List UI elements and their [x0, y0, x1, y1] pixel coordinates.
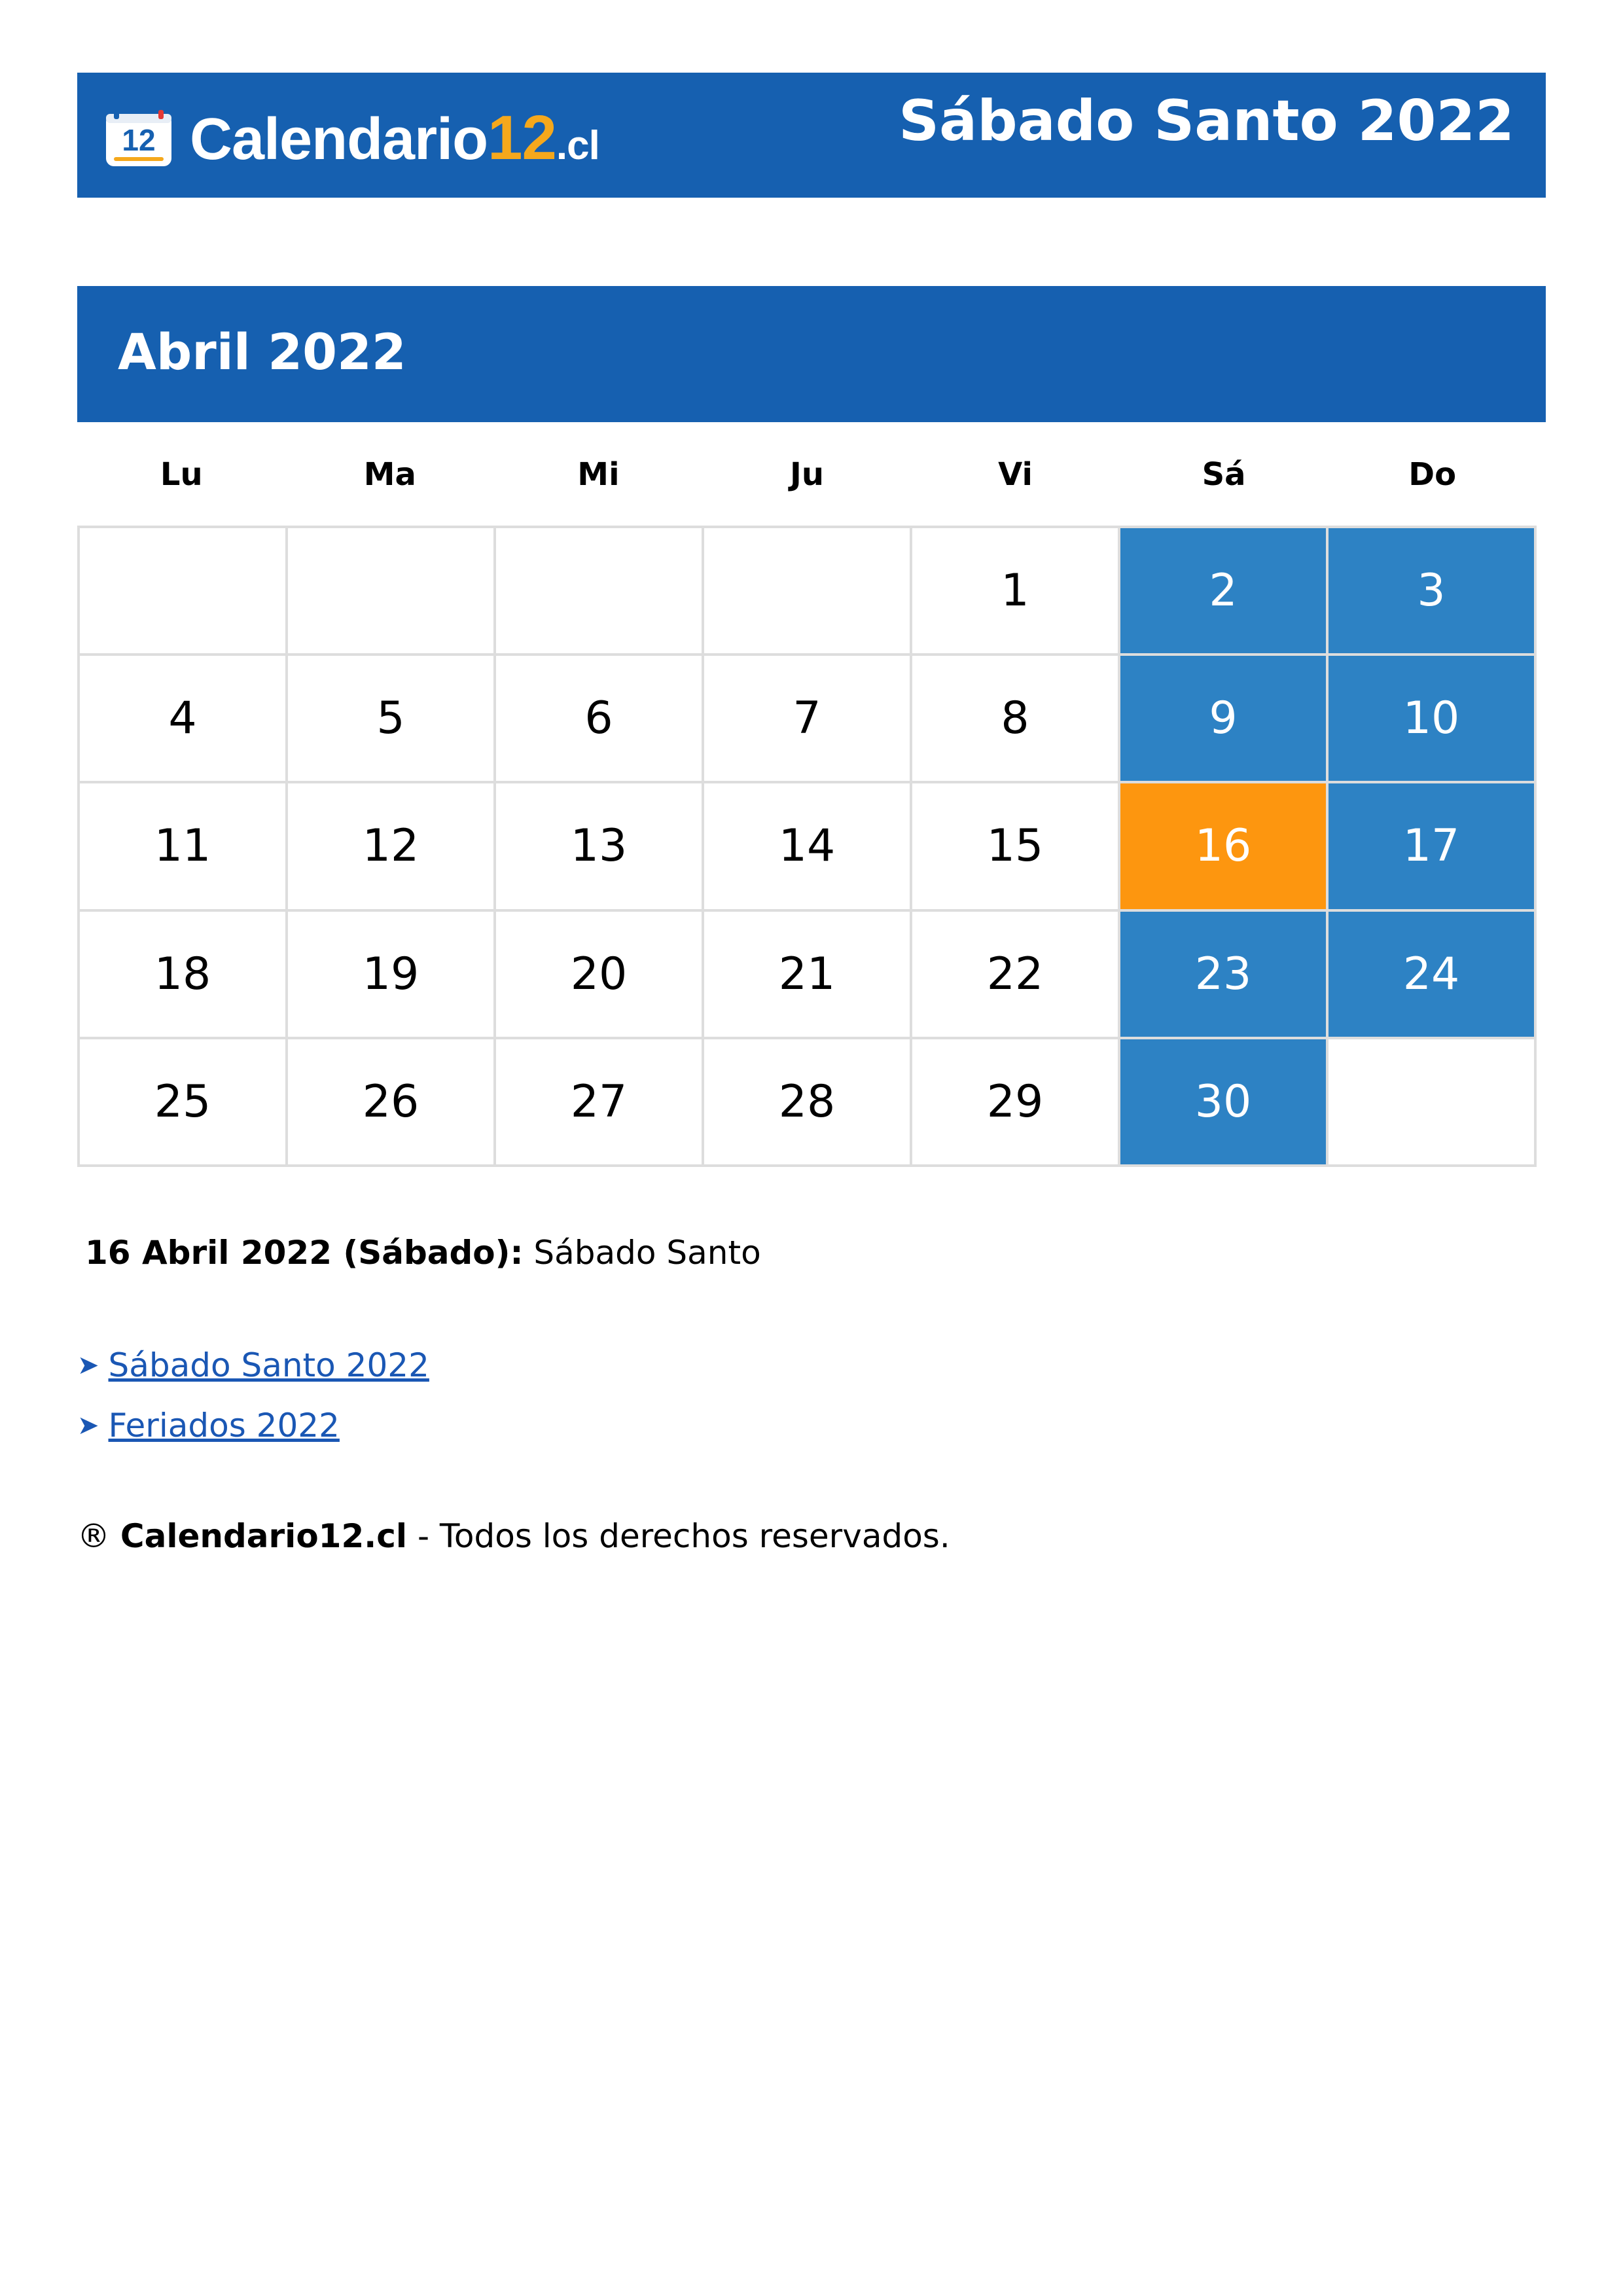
- day-cell-weekend: 17: [1329, 783, 1537, 911]
- site-header: [77, 73, 1546, 198]
- day-cell-empty: [496, 528, 704, 656]
- copyright-footer: [77, 1517, 950, 1555]
- day-cell-weekend: 24: [1329, 912, 1537, 1039]
- day-cell: 21: [704, 912, 912, 1039]
- logo-text-number: 12: [488, 103, 556, 173]
- link-sabado-santo[interactable]: Sábado Santo 2022: [108, 1346, 429, 1384]
- weekday-label: Lu: [160, 456, 203, 493]
- calendar-logo-icon: [105, 109, 173, 168]
- day-cell-weekend: 9: [1120, 656, 1329, 783]
- logo-wordmark: [190, 102, 599, 174]
- day-cell-empty: [288, 528, 496, 656]
- day-cell-weekend: 10: [1329, 656, 1537, 783]
- day-cell: 13: [496, 783, 704, 911]
- weekday-label: Ju: [789, 456, 824, 493]
- day-cell: 18: [80, 912, 288, 1039]
- holiday-date: 16 Abril 2022 (Sábado):: [85, 1234, 524, 1272]
- day-cell: 25: [80, 1039, 288, 1167]
- page-title: Sábado Santo 2022: [899, 88, 1514, 154]
- day-cell: 5: [288, 656, 496, 783]
- day-cell: 1: [912, 528, 1120, 656]
- day-cell: 4: [80, 656, 288, 783]
- logo-text-main: Calendario: [190, 107, 488, 172]
- day-cell: 7: [704, 656, 912, 783]
- day-cell: 6: [496, 656, 704, 783]
- day-cell: 29: [912, 1039, 1120, 1167]
- weekday-label: Sá: [1202, 456, 1246, 493]
- related-links: [77, 1335, 429, 1456]
- holiday-name: Sábado Santo: [533, 1234, 761, 1272]
- day-cell-empty: [80, 528, 288, 656]
- month-title: Abril 2022: [118, 323, 406, 381]
- footer-brand: Calendario12.cl: [120, 1517, 408, 1555]
- day-cell-weekend: 23: [1120, 912, 1329, 1039]
- day-cell: 19: [288, 912, 496, 1039]
- day-cell: 14: [704, 783, 912, 911]
- svg-text:12: 12: [122, 123, 156, 157]
- day-cell: 20: [496, 912, 704, 1039]
- arrow-right-icon: ➤: [77, 1350, 99, 1380]
- link-row: [77, 1395, 429, 1456]
- weekday-label: Vi: [998, 456, 1033, 493]
- day-cell-weekend: 30: [1120, 1039, 1329, 1167]
- month-header: [77, 286, 1546, 422]
- link-row: [77, 1335, 429, 1395]
- day-cell-empty: [1329, 1039, 1537, 1167]
- site-logo[interactable]: [105, 105, 599, 171]
- weekday-label: Mi: [577, 456, 620, 493]
- day-cell: 11: [80, 783, 288, 911]
- day-cell: 27: [496, 1039, 704, 1167]
- day-cell: 28: [704, 1039, 912, 1167]
- arrow-right-icon: ➤: [77, 1410, 99, 1441]
- logo-text-tld: .cl: [556, 123, 599, 168]
- footer-rights-text: - Todos los derechos reservados.: [417, 1517, 950, 1555]
- weekday-label: Ma: [363, 456, 416, 493]
- day-cell: 8: [912, 656, 1120, 783]
- registered-symbol: ®: [77, 1517, 110, 1555]
- holiday-description: [85, 1234, 761, 1272]
- calendar-grid: [77, 526, 1537, 1167]
- day-cell: 15: [912, 783, 1120, 911]
- day-cell: 26: [288, 1039, 496, 1167]
- day-cell: 22: [912, 912, 1120, 1039]
- day-cell: 12: [288, 783, 496, 911]
- day-cell-empty: [704, 528, 912, 656]
- day-cell-weekend: 2: [1120, 528, 1329, 656]
- weekday-label: Do: [1408, 456, 1457, 493]
- day-cell-holiday: 16: [1120, 783, 1329, 911]
- link-feriados[interactable]: Feriados 2022: [108, 1407, 340, 1444]
- day-cell-weekend: 3: [1329, 528, 1537, 656]
- weekday-header-row: [77, 452, 1537, 497]
